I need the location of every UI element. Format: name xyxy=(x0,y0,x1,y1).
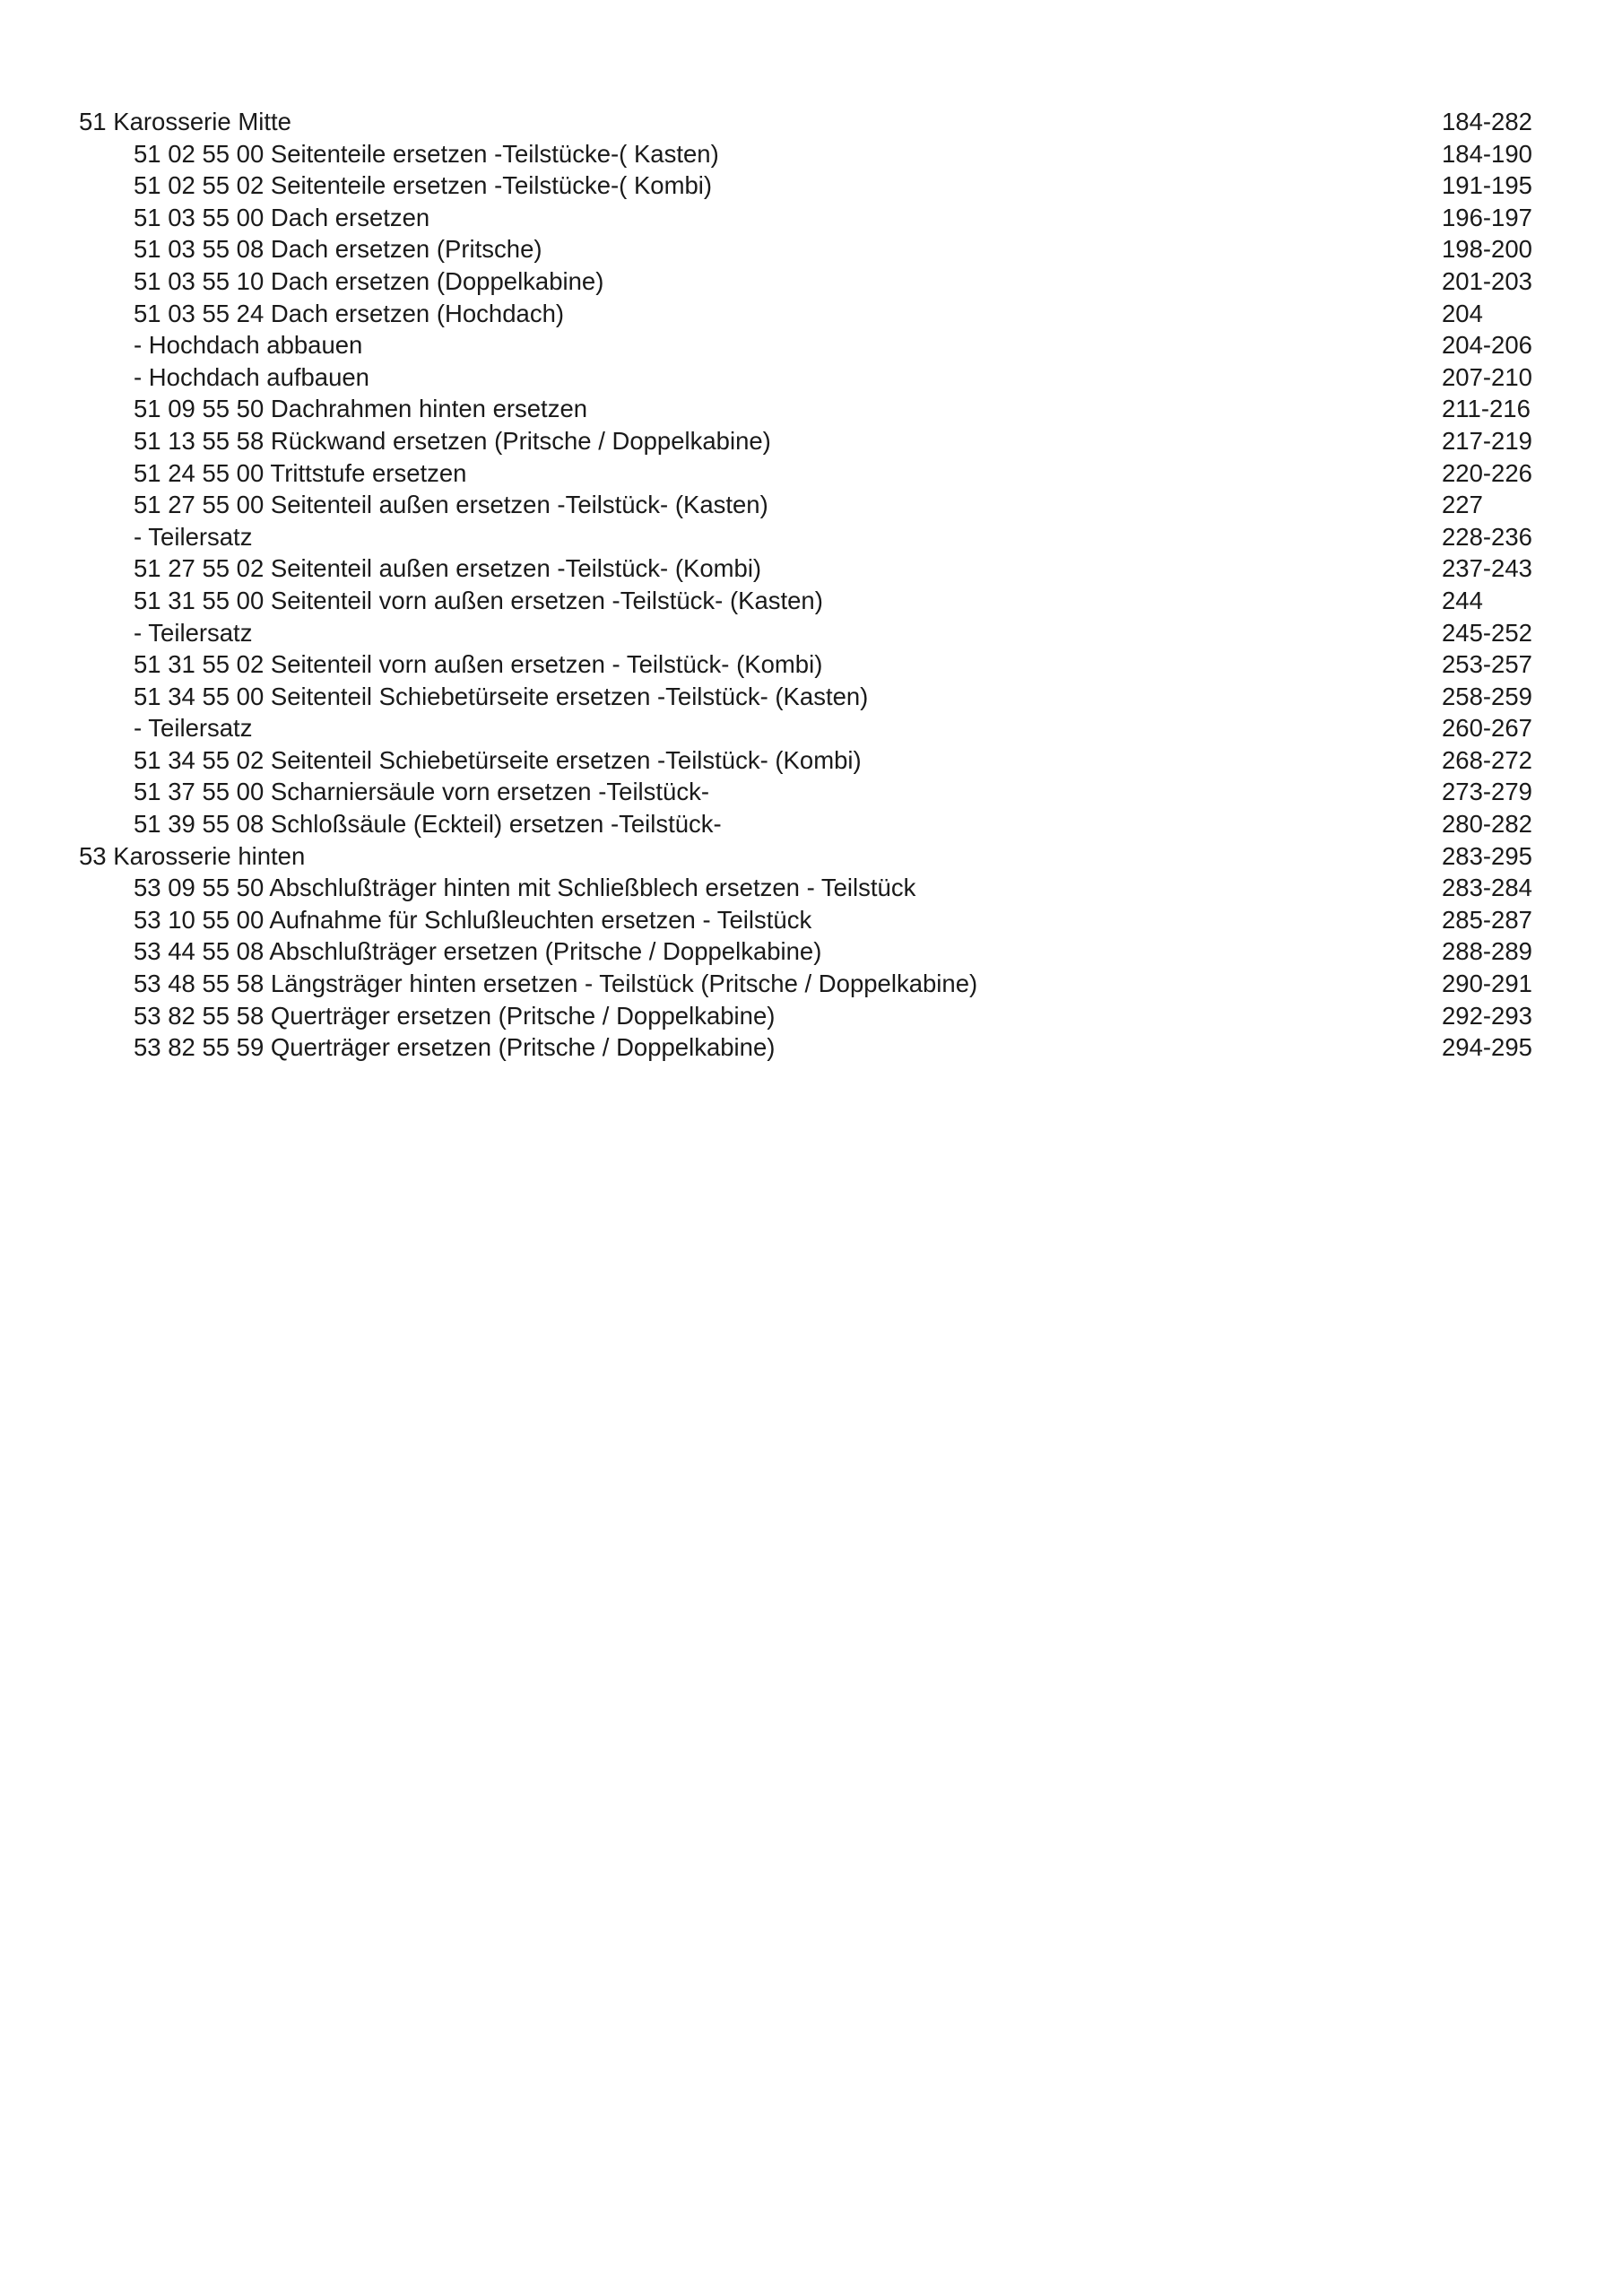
toc-page-range: 283-284 xyxy=(1442,874,1532,902)
toc-page-range: 201-203 xyxy=(1442,266,1532,295)
toc-entry-row xyxy=(79,329,1540,361)
toc-entry-title: 51 03 55 08 Dach ersetzen (Pritsche) xyxy=(134,235,542,264)
toc-page-range: 196-197 xyxy=(1442,203,1532,231)
toc-entry-title: 51 27 55 00 Seitenteil außen ersetzen -Teilstück- (Kasten) xyxy=(134,491,768,519)
toc-page-range: 198-200 xyxy=(1442,235,1532,264)
toc-entry-title: 53 10 55 00 Aufnahme für Schlußleuchten ersetzen - Teilstück xyxy=(134,905,812,934)
toc-entry-title: 51 13 55 58 Rückwand ersetzen (Pritsche / Doppelkabine) xyxy=(134,426,771,455)
toc-page-range: 245-252 xyxy=(1442,618,1532,647)
toc-entry-title: 51 03 55 10 Dach ersetzen (Doppelkabine) xyxy=(134,266,604,295)
toc-entry-row xyxy=(79,617,1540,649)
toc-entry-row xyxy=(79,872,1540,904)
toc-entry-row xyxy=(79,744,1540,777)
toc-entry-title: 53 09 55 50 Abschlußträger hinten mit Schließblech ersetzen - Teilstück xyxy=(134,874,916,902)
toc-page-range: 244 xyxy=(1442,586,1483,614)
toc-page-range: 285-287 xyxy=(1442,905,1532,934)
toc-page-range: 288-289 xyxy=(1442,937,1532,966)
toc-page-range: 253-257 xyxy=(1442,650,1532,679)
toc-entry-title: - Teilersatz xyxy=(134,522,253,551)
toc-entry-row xyxy=(79,233,1540,265)
toc-entry-title: 51 03 55 24 Dach ersetzen (Hochdach) xyxy=(134,299,565,327)
toc-entry-row xyxy=(79,712,1540,744)
toc-page-range: 283-295 xyxy=(1442,841,1532,870)
toc-entry-title: 51 27 55 02 Seitenteil außen ersetzen -Teilstück- (Kombi) xyxy=(134,554,762,583)
toc-entry-row xyxy=(79,393,1540,425)
toc-entry-row xyxy=(79,935,1540,968)
toc-section-row xyxy=(79,106,1540,138)
toc-page-range: 258-259 xyxy=(1442,682,1532,710)
toc-page-range: 207-210 xyxy=(1442,362,1532,391)
toc-entry-title: 51 39 55 08 Schloßsäule (Eckteil) ersetzen -Teilstück- xyxy=(134,810,722,839)
toc-page-range: 280-282 xyxy=(1442,810,1532,839)
toc-entry-title: - Hochdach abbauen xyxy=(134,331,363,360)
toc-entry-row xyxy=(79,552,1540,585)
toc-entry-title: 51 02 55 00 Seitenteile ersetzen -Teilstücke-( Kasten) xyxy=(134,139,719,168)
toc-page-range: 184-190 xyxy=(1442,139,1532,168)
toc-entry-row xyxy=(79,808,1540,840)
toc-entry-row xyxy=(79,904,1540,936)
toc-entry-row xyxy=(79,521,1540,553)
toc-entry-row xyxy=(79,138,1540,170)
toc-page-range: 268-272 xyxy=(1442,745,1532,774)
toc-entry-title: 53 48 55 58 Längsträger hinten ersetzen - Teilstück (Pritsche / Doppelkabine) xyxy=(134,970,978,998)
toc-entry-title: 51 24 55 00 Trittstufe ersetzen xyxy=(134,458,467,487)
toc-entry-row xyxy=(79,202,1540,234)
toc-page-range: 294-295 xyxy=(1442,1033,1532,1062)
toc-entry-title: 53 82 55 59 Querträger ersetzen (Pritsche / Doppelkabine) xyxy=(134,1033,776,1062)
toc-page-range: 204-206 xyxy=(1442,331,1532,360)
toc-section-row xyxy=(79,840,1540,873)
toc-entry-row xyxy=(79,361,1540,394)
toc-entry-title: - Teilersatz xyxy=(134,714,253,743)
toc-page-range: 237-243 xyxy=(1442,554,1532,583)
toc-page-range: 227 xyxy=(1442,491,1483,519)
toc-page-range: 220-226 xyxy=(1442,458,1532,487)
toc-entry-title: 51 31 55 00 Seitenteil vorn außen ersetzen -Teilstück- (Kasten) xyxy=(134,586,823,614)
toc-page-range: 260-267 xyxy=(1442,714,1532,743)
toc-page-range: 211-216 xyxy=(1442,395,1531,423)
toc-page-range: 273-279 xyxy=(1442,778,1532,806)
toc-entry-row xyxy=(79,489,1540,521)
toc-entry-title: - Hochdach aufbauen xyxy=(134,362,369,391)
toc-entry-title: 51 03 55 00 Dach ersetzen xyxy=(134,203,430,231)
toc-entry-row xyxy=(79,170,1540,202)
toc-entry-row xyxy=(79,265,1540,298)
toc-entry-title: 51 37 55 00 Scharniersäule vorn ersetzen -Teilstück- xyxy=(134,778,710,806)
toc-page-range: 228-236 xyxy=(1442,522,1532,551)
toc-entry-row xyxy=(79,1031,1540,1064)
toc-section-title: 53 Karosserie hinten xyxy=(79,841,306,870)
toc-entry-title: 53 82 55 58 Querträger ersetzen (Pritsche / Doppelkabine) xyxy=(134,1001,776,1030)
table-of-contents xyxy=(79,106,1540,1064)
toc-entry-row xyxy=(79,425,1540,457)
toc-page-range: 191-195 xyxy=(1442,171,1532,200)
toc-page-range: 204 xyxy=(1442,299,1483,327)
toc-page-range: 290-291 xyxy=(1442,970,1532,998)
toc-entry-row xyxy=(79,585,1540,617)
toc-entry-row xyxy=(79,681,1540,713)
toc-entry-title: 51 02 55 02 Seitenteile ersetzen -Teilstücke-( Kombi) xyxy=(134,171,713,200)
toc-entry-row xyxy=(79,968,1540,1000)
toc-entry-title: 51 09 55 50 Dachrahmen hinten ersetzen xyxy=(134,395,588,423)
toc-entry-title: 51 31 55 02 Seitenteil vorn außen ersetzen - Teilstück- (Kombi) xyxy=(134,650,823,679)
toc-entry-row xyxy=(79,298,1540,330)
toc-page-range: 292-293 xyxy=(1442,1001,1532,1030)
toc-section-title: 51 Karosserie Mitte xyxy=(79,108,291,135)
toc-entry-row xyxy=(79,1000,1540,1032)
toc-entry-title: 51 34 55 00 Seitenteil Schiebetürseite ersetzen -Teilstück- (Kasten) xyxy=(134,682,869,710)
toc-entry-title: 51 34 55 02 Seitenteil Schiebetürseite ersetzen -Teilstück- (Kombi) xyxy=(134,745,862,774)
toc-page-range: 217-219 xyxy=(1442,426,1532,455)
toc-entry-row xyxy=(79,457,1540,490)
toc-page-range: 184-282 xyxy=(1442,108,1532,135)
toc-entry-row xyxy=(79,776,1540,808)
toc-entry-title: 53 44 55 08 Abschlußträger ersetzen (Pritsche / Doppelkabine) xyxy=(134,937,822,966)
toc-entry-title: - Teilersatz xyxy=(134,618,253,647)
toc-entry-row xyxy=(79,648,1540,681)
